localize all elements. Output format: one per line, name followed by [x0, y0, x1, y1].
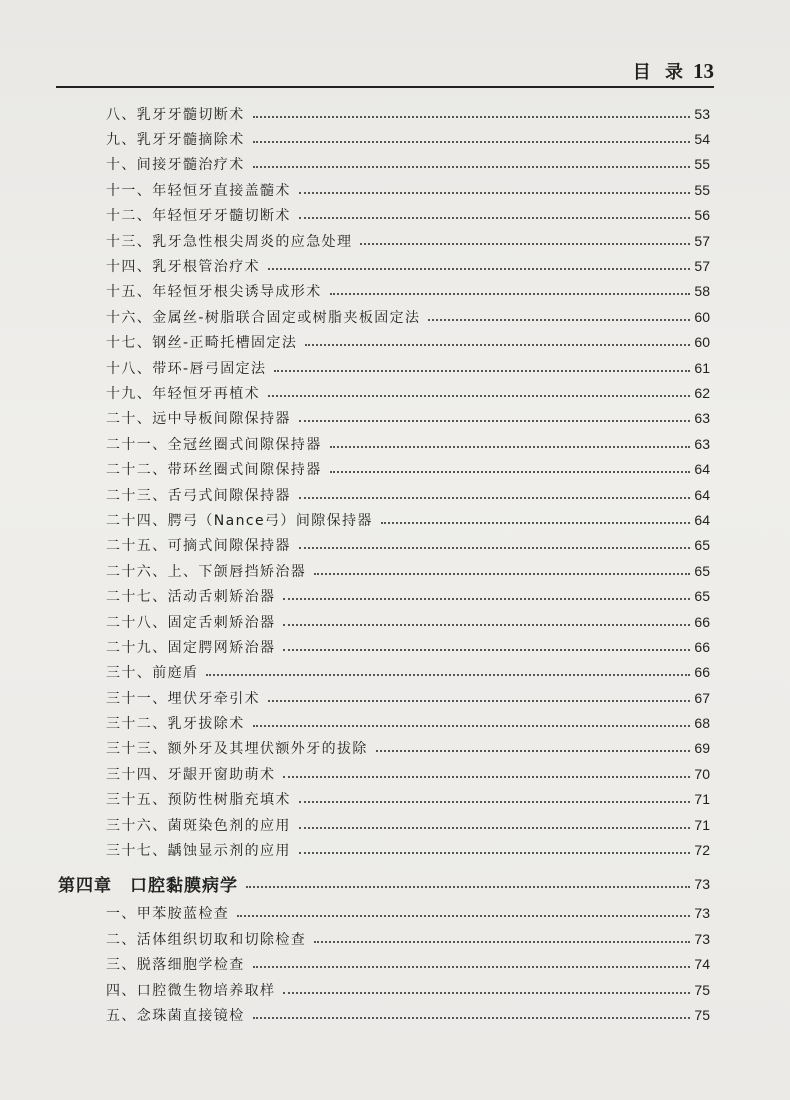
toc-entry-page: 68: [694, 715, 710, 732]
toc-entry: [106, 952, 710, 977]
toc-entry-page: 71: [694, 816, 710, 833]
toc-entry: [106, 330, 710, 355]
toc-entry: [106, 901, 710, 926]
dot-leader: [283, 992, 690, 994]
dot-leader: [299, 801, 690, 803]
dot-leader: [253, 966, 690, 968]
toc-entry-title: 十九、年轻恒牙再植术: [106, 385, 260, 402]
toc-entry-title: 十、间接牙髓治疗术: [106, 157, 245, 174]
toc-entry-title: 三十、前庭盾: [106, 665, 199, 682]
toc-entry-title: 三十七、龋蚀显示剂的应用: [106, 843, 291, 860]
toc-entry-title: 二、活体组织切取和切除检查: [106, 931, 307, 948]
toc-entry-title: 二十三、舌弓式间隙保持器: [106, 487, 291, 504]
toc-entry-title: 二十二、带环丝圈式间隙保持器: [106, 462, 322, 479]
toc-entry-page: 65: [694, 588, 710, 605]
chapter-name: 口腔黏膜病学: [130, 876, 238, 897]
dot-leader: [360, 243, 690, 245]
toc-entry-title: 九、乳牙牙髓摘除术: [106, 132, 245, 149]
toc-entry-title: 二十五、可摘式间隙保持器: [106, 538, 291, 555]
toc-entry-page: 75: [694, 1006, 710, 1023]
toc-entry: [106, 977, 710, 1002]
toc-entry-page: 62: [694, 384, 710, 401]
toc-entry-page: 60: [694, 334, 710, 351]
dot-leader: [268, 700, 690, 702]
dot-leader: [330, 471, 690, 473]
dot-leader: [299, 547, 690, 549]
toc-entry: [106, 787, 710, 812]
toc-entry: [106, 761, 710, 786]
toc-entry: [106, 533, 710, 558]
toc-entry: [106, 736, 710, 761]
toc-entry-page: 61: [694, 359, 710, 376]
dot-leader: [330, 446, 690, 448]
dot-leader: [314, 941, 690, 943]
dot-leader: [299, 192, 690, 194]
dot-leader: [314, 573, 690, 575]
toc-entry: [106, 177, 710, 202]
toc-entry: [106, 253, 710, 278]
toc-entry: [106, 355, 710, 380]
toc-entry-page: 64: [694, 461, 710, 478]
dot-leader: [299, 217, 690, 219]
toc-entry-title: 五、念珠菌直接镜检: [106, 1007, 245, 1024]
toc-entry-title: 二十、远中导板间隙保持器: [106, 411, 291, 428]
toc-entry: [106, 101, 710, 126]
dot-leader: [253, 166, 690, 168]
toc-entry-title: 十二、年轻恒牙牙髓切断术: [106, 208, 291, 225]
toc-entry: [106, 456, 710, 481]
chapter-title: [58, 871, 242, 896]
toc-entry-page: 70: [694, 765, 710, 782]
dot-leader: [283, 776, 690, 778]
toc-entry: [106, 431, 710, 456]
toc-entry: [106, 583, 710, 608]
dot-leader: [283, 624, 690, 626]
toc-entry: [106, 380, 710, 405]
toc-entry-page: 72: [694, 842, 710, 859]
chapter-heading: [58, 867, 710, 901]
toc-entry-page: 55: [694, 181, 710, 198]
toc-entry-title: 十七、钢丝-正畸托槽固定法: [106, 335, 298, 352]
dot-leader: [268, 268, 690, 270]
page-header: [56, 54, 714, 88]
toc-entry-page: 58: [694, 283, 710, 300]
dot-leader: [299, 420, 690, 422]
toc-entry-title: 四、口腔微生物培养取样: [106, 982, 276, 999]
toc-entry-title: 十五、年轻恒牙根尖诱导成形术: [106, 284, 322, 301]
toc-entry-title: 八、乳牙牙髓切断术: [106, 106, 245, 123]
toc-entry-page: 71: [694, 791, 710, 808]
toc-entry-title: 十一、年轻恒牙直接盖髓术: [106, 182, 291, 199]
dot-leader: [274, 370, 690, 372]
toc-entry-page: 73: [694, 930, 710, 947]
toc-entry-page: 63: [694, 410, 710, 427]
toc-entry: [106, 926, 710, 951]
toc-entry-page: 63: [694, 435, 710, 452]
toc-entry-title: 十四、乳牙根管治疗术: [106, 259, 260, 276]
toc-entry-page: 56: [694, 207, 710, 224]
toc-entry-page: 64: [694, 511, 710, 528]
toc-entry-page: 55: [694, 156, 710, 173]
dot-leader: [253, 1017, 690, 1019]
toc-entry-title: 二十七、活动舌刺矫治器: [106, 589, 276, 606]
dot-leader: [268, 395, 690, 397]
toc-entry-page: 66: [694, 613, 710, 630]
toc-entry: [106, 507, 710, 532]
dot-leader: [376, 750, 690, 752]
dot-leader: [283, 598, 690, 600]
toc-entry: [106, 1002, 710, 1027]
toc-entry: [106, 710, 710, 735]
toc-entry: [106, 837, 710, 862]
toc-entry-title: 二十九、固定腭网矫治器: [106, 639, 276, 656]
toc-entry-page: 60: [694, 308, 710, 325]
dot-leader: [299, 827, 690, 829]
dot-leader: [299, 852, 690, 854]
header-section-label: 目 录: [632, 62, 687, 83]
dot-leader: [237, 915, 690, 917]
toc-entry: [106, 203, 710, 228]
dot-leader: [246, 886, 690, 888]
toc-entry: [106, 812, 710, 837]
toc-entry: [106, 126, 710, 151]
chapter-number: 第四章: [58, 876, 112, 897]
chapter-page-number: 73: [694, 875, 710, 892]
toc-entry-page: 74: [694, 956, 710, 973]
toc-entry: [106, 558, 710, 583]
toc-entry-page: 66: [694, 664, 710, 681]
toc-entry: [106, 279, 710, 304]
dot-leader: [253, 725, 690, 727]
toc-entry-page: 53: [694, 105, 710, 122]
toc-entry-title: 二十六、上、下颌唇挡矫治器: [106, 563, 307, 580]
toc-entry: [106, 660, 710, 685]
dot-leader: [330, 293, 690, 295]
toc-entry-page: 75: [694, 981, 710, 998]
toc-entry: [106, 406, 710, 431]
toc-entry-page: 69: [694, 740, 710, 757]
toc-entry-page: 64: [694, 486, 710, 503]
toc-entry-title: 十八、带环-唇弓固定法: [106, 360, 267, 377]
toc-entry-title: 三、脱落细胞学检查: [106, 957, 245, 974]
dot-leader: [381, 522, 690, 524]
dot-leader: [283, 649, 690, 651]
toc-entry: [106, 152, 710, 177]
toc-entry-page: 65: [694, 537, 710, 554]
toc-entry-title: 二十四、腭弓（Nance弓）间隙保持器: [106, 512, 373, 529]
toc-entry: [106, 634, 710, 659]
toc-entry-title: 二十一、全冠丝圈式间隙保持器: [106, 436, 322, 453]
toc-entry: [106, 228, 710, 253]
toc-entry-page: 73: [694, 905, 710, 922]
toc-entry-title: 二十八、固定舌刺矫治器: [106, 614, 276, 631]
toc-entry-title: 三十六、菌斑染色剂的应用: [106, 817, 291, 834]
header-page-number: 13: [693, 59, 714, 83]
table-of-contents: [0, 101, 790, 1028]
dot-leader: [299, 497, 690, 499]
dot-leader: [253, 116, 690, 118]
toc-entry: [106, 685, 710, 710]
toc-entry-page: 57: [694, 232, 710, 249]
dot-leader: [206, 674, 690, 676]
toc-entry: [106, 304, 710, 329]
toc-entry: [106, 609, 710, 634]
toc-entry-page: 66: [694, 638, 710, 655]
toc-entry-title: 三十五、预防性树脂充填术: [106, 792, 291, 809]
toc-entry-title: 一、甲苯胺蓝检查: [106, 906, 230, 923]
toc-entry-title: 三十四、牙龈开窗助萌术: [106, 766, 276, 783]
toc-entry-page: 57: [694, 258, 710, 275]
toc-entry-page: 67: [694, 689, 710, 706]
toc-entry-title: 三十一、埋伏牙牵引术: [106, 690, 260, 707]
dot-leader: [428, 319, 690, 321]
toc-entry-title: 三十二、乳牙拔除术: [106, 716, 245, 733]
toc-entry-title: 十三、乳牙急性根尖周炎的应急处理: [106, 233, 353, 250]
toc-entry-title: 十六、金属丝-树脂联合固定或树脂夹板固定法: [106, 309, 421, 326]
toc-entry-page: 54: [694, 131, 710, 148]
toc-entry: [106, 482, 710, 507]
dot-leader: [305, 344, 690, 346]
dot-leader: [253, 141, 690, 143]
toc-entry-page: 65: [694, 562, 710, 579]
header-title: [633, 58, 714, 84]
toc-entry-title: 三十三、额外牙及其埋伏额外牙的拔除: [106, 741, 368, 758]
